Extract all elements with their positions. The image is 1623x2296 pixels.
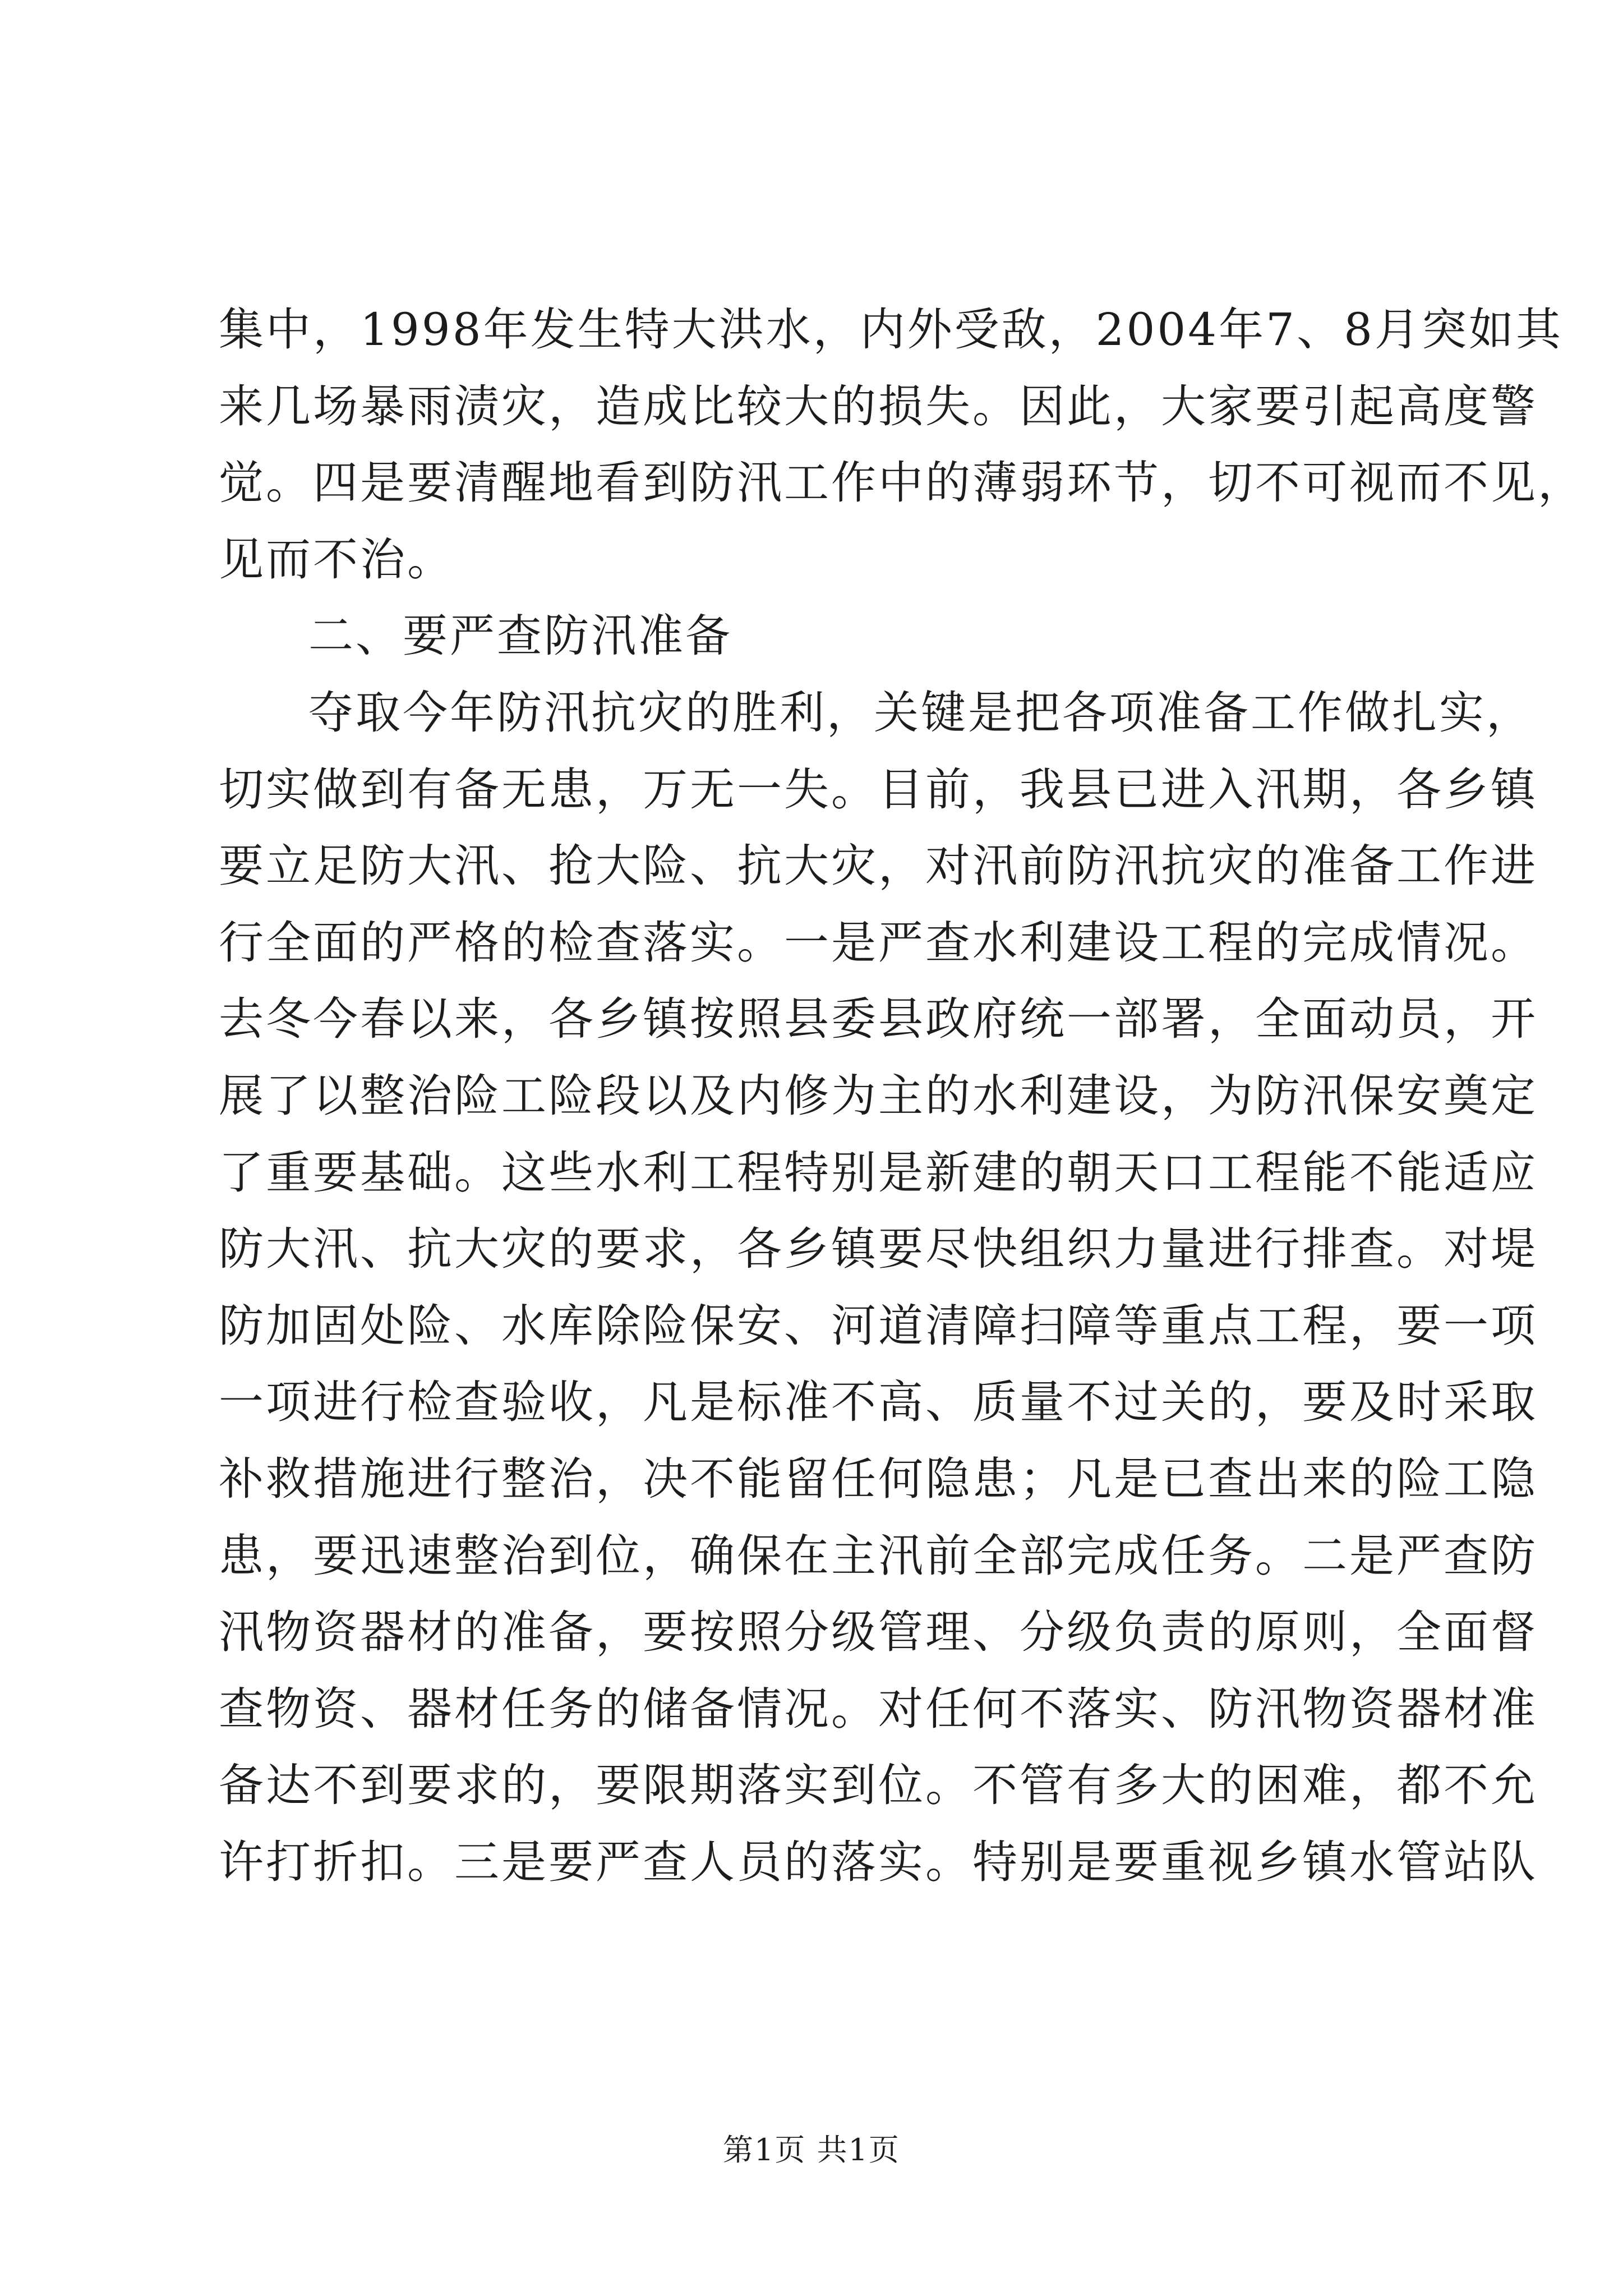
document-body [219,292,1585,1901]
text-line: 汛物资器材的准备，要按照分级管理、分级负责的原则，全面督 [219,1606,1538,1659]
text-line: 觉。四是要清醒地看到防汛工作中的薄弱环节，切不可视而不见， [219,457,1585,509]
text-line: 行全面的严格的检查落实。一是严查水利建设工程的完成情况。 [219,916,1538,969]
page-footer: 第1页 共1页 [723,2132,900,2168]
text-line: 切实做到有备无患，万无一失。目前，我县已进入汛期，各乡镇 [219,763,1538,816]
text-line: 去冬今春以来，各乡镇按照县委县政府统一部署，全面动员，开 [219,993,1538,1046]
text-line: 了重要基础。这些水利工程特别是新建的朝天口工程能不能适应 [219,1146,1538,1199]
text-line: 一项进行检查验收，凡是标准不高、质量不过关的，要及时采取 [219,1376,1538,1429]
text-line: 见而不治。 [219,533,454,586]
text-line: 展了以整治险工险段以及内修为主的水利建设，为防汛保安奠定 [219,1069,1538,1122]
text-line: 夺取今年防汛抗灾的胜利，关键是把各项准备工作做扎实， [308,686,1533,739]
section-heading: 二、要严查防汛准备 [308,610,732,662]
text-line: 防加固处险、水库除险保安、河道清障扫障等重点工程，要一项 [219,1299,1538,1352]
text-line: 许打折扣。三是要严查人员的落实。特别是要重视乡镇水管站队 [219,1835,1538,1888]
text-line: 备达不到要求的，要限期落实到位。不管有多大的困难，都不允 [219,1759,1538,1812]
text-line: 患，要迅速整治到位，确保在主汛前全部完成任务。二是严查防 [219,1529,1538,1582]
text-line: 集中，1998年发生特大洪水，内外受敌，2004年7、8月突如其 [219,303,1563,356]
text-line: 要立足防大汛、抢大险、抗大灾，对汛前防汛抗灾的准备工作进 [219,840,1538,892]
text-line: 来几场暴雨渍灾，造成比较大的损失。因此，大家要引起高度警 [219,380,1538,432]
text-line: 防大汛、抗大灾的要求，各乡镇要尽快组织力量进行排查。对堤 [219,1223,1538,1276]
text-line: 查物资、器材任务的储备情况。对任何不落实、防汛物资器材准 [219,1682,1538,1735]
text-line: 补救措施进行整治，决不能留任何隐患；凡是已查出来的险工隐 [219,1452,1538,1505]
